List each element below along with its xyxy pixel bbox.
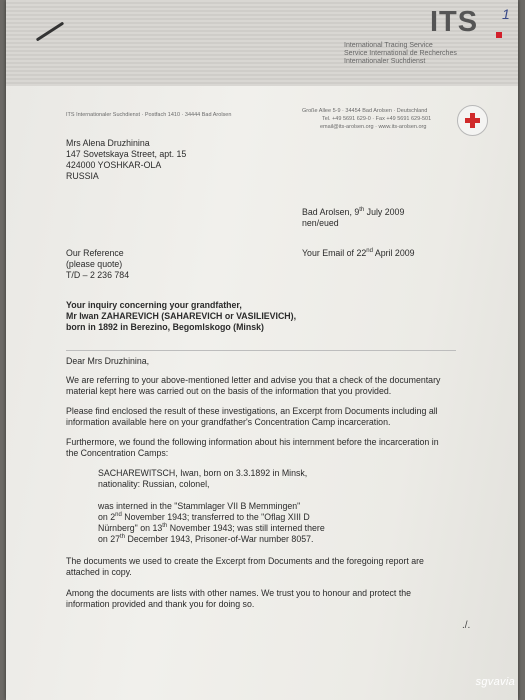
address-line: Große Allee 5-9 · 34454 Bad Arolsen · Deutschland [302,108,428,114]
recipient-name: Mrs Alena Druzhinina [66,138,150,148]
paragraph-3-line-1: Furthermore, we found the following information about his internment before the incarceration in [66,437,439,447]
paragraph-1-line-2: material kept here was carried out on the basis of the information that you provided. [66,386,392,396]
reference-label: Our Reference [66,248,124,258]
continuation-mark: ./. [462,620,471,631]
subject-line-2: Mr Iwan ZAHAREVICH (SAHAREVICH or VASILIEVICH), [66,311,297,321]
letter-date: Bad Arolsen, 9th July 2009 [302,207,405,217]
internee-line-1: SACHAREWITSCH, Iwan, born on 3.3.1892 in Minsk, [98,468,308,478]
salutation: Dear Mrs Druzhinina, [66,356,150,366]
paragraph-2-line-1: Please find enclosed the result of these investigations, an Excerpt from Documents including all [66,406,438,416]
sender-line: ITS Internationaler Suchdienst · Postfach 1410 · 34444 Bad Arolsen [66,112,232,118]
internee-line-2: nationality: Russian, colonel, [98,479,210,489]
letter-initials: nen/eued [302,218,339,228]
red-cross-seal [457,105,488,136]
reference-number: T/D – 2 236 784 [66,270,130,280]
paragraph-4-line-2: attached in copy. [66,567,132,577]
paragraph-5-line-2: information provided and thank you for doing so. [66,599,255,609]
recipient-city: 424000 YOSHKAR-OLA [66,160,162,170]
email-line: email@its-arolsen.org · www.its-arolsen.org [320,124,427,130]
internment-line-1: was interned in the "Stammlager VII B Memmingen" [98,501,301,511]
handwritten-page-number: 1 [502,6,510,22]
org-name-de: Internationaler Suchdienst [344,58,426,65]
subject-line-3: born in 1892 in Berezino, Begomlskogo (Minsk) [66,322,264,332]
letter-page [6,0,518,700]
your-email-date: Your Email of 22nd April 2009 [302,248,415,258]
paragraph-1-line-1: We are referring to your above-mentioned letter and advise you that a check of the documentary [66,375,441,385]
internment-line-4: on 27th December 1943, Prisoner-of-War number 8057. [98,534,314,544]
org-name-fr: Service International de Recherches [344,50,457,57]
paragraph-2-line-2: information available here on your grandfather's Concentration Camp incarceration. [66,417,391,427]
its-logo: ITS [430,6,479,38]
paragraph-4-line-1: The documents we used to create the Excerpt from Documents and the foregoing report are [66,556,424,566]
paragraph-3-line-2: the Concentration Camps: [66,448,169,458]
org-name-en: International Tracing Service [344,42,433,49]
phone-line: Tel. +49 5691 629-0 · Fax +49 5691 629-501 [322,116,432,122]
watermark: sgvavia [475,676,515,688]
recipient-country: RUSSIA [66,171,99,181]
paragraph-5-line-1: Among the documents are lists with other names. We trust you to honour and protect the [66,588,412,598]
reference-note: (please quote) [66,259,123,269]
subject-line-1: Your inquiry concerning your grandfather, [66,300,242,310]
recipient-street: 147 Sovetskaya Street, apt. 15 [66,149,187,159]
internment-line-2: on 2nd November 1943; transferred to the "Oflag XIII D [98,512,310,522]
divider [66,350,456,351]
logo-red-dot [496,32,502,38]
internment-line-3: Nürnberg" on 13th November 1943; was still interned there [98,523,325,533]
